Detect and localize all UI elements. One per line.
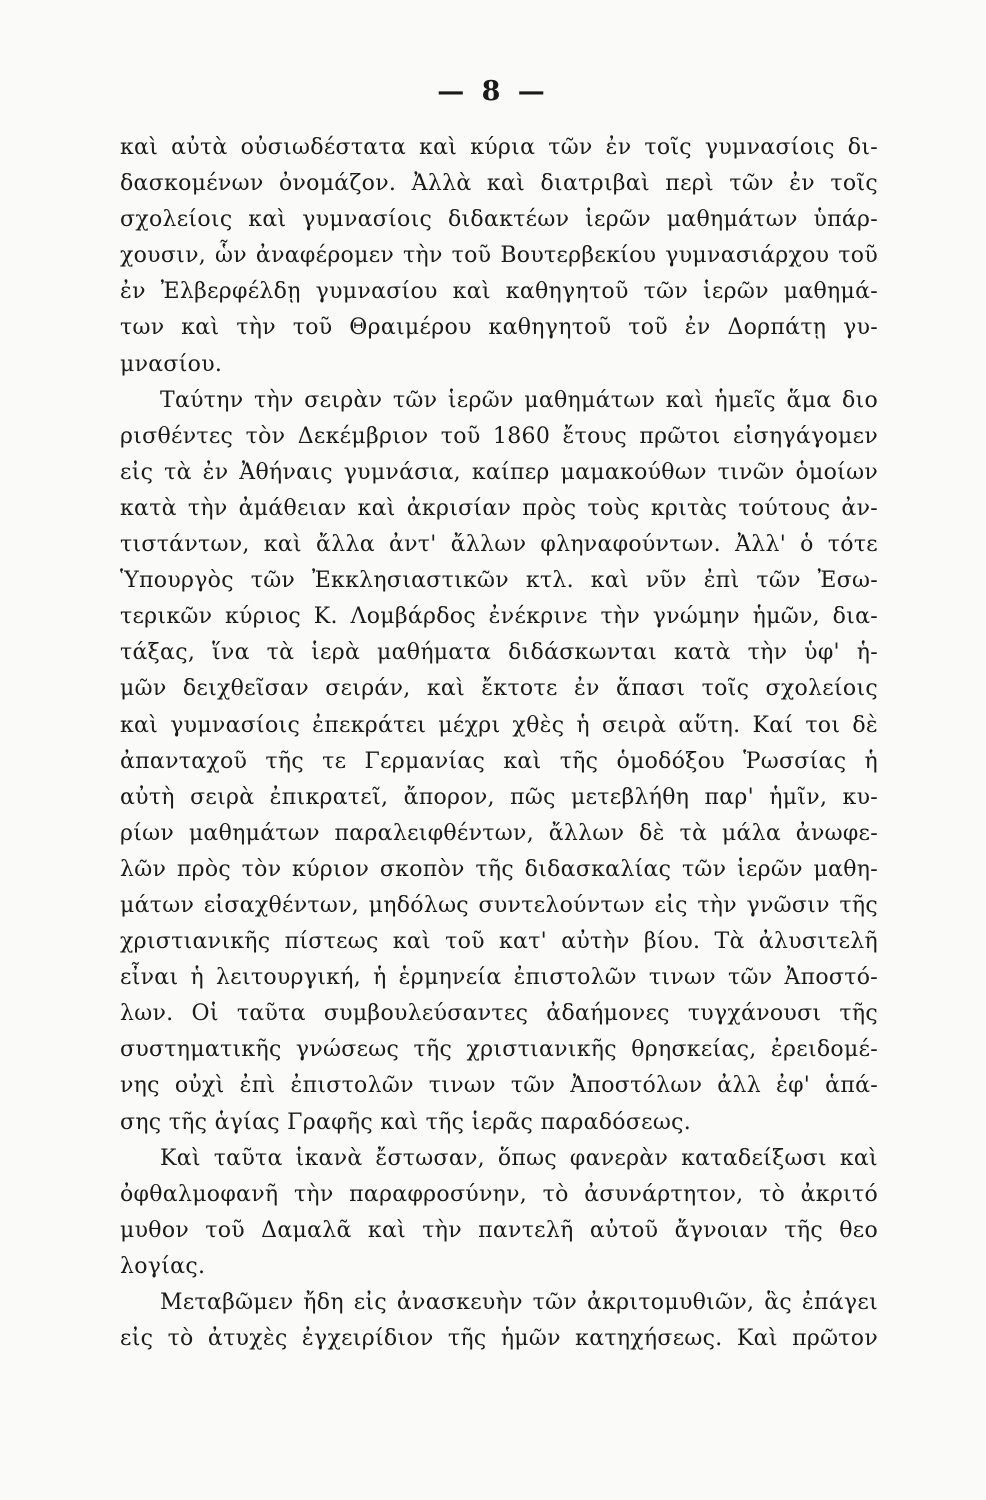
text-line: δασκομένων ὀνομάζον. Ἀλλὰ καὶ διατριβαὶ περὶ τῶν ἐν τοῖς [120, 171, 878, 197]
text-line: Καὶ ταῦτα ἱκανὰ ἔστωσαν, ὅπως φανερὰν καταδείξωσι καὶ [160, 1145, 878, 1171]
text-line: μνασίου. [120, 351, 223, 377]
text-line: καὶ γυμνασίοις ἐπεκράτει μέχρι χθὲς ἡ σειρὰ αὕτη. Καί τοι δὲ [120, 712, 878, 738]
text-line: χριστιανικῆς πίστεως καὶ τοῦ κατ' αὐτὴν βίου. Τὰ ἀλυσιτελῆ [120, 929, 878, 955]
text-line: Ταύτην τὴν σειρὰν τῶν ἱερῶν μαθημάτων καὶ ἡμεῖς ἅμα διο [160, 387, 878, 413]
text-line: Μεταβῶμεν ἤδη εἰς ἀνασκευὴν τῶν ἀκριτομυθιῶν, ἃς ἐπάγει [160, 1290, 878, 1315]
text-line: μυθον τοῦ Δαμαλᾶ καὶ τὴν παντελῆ αὐτοῦ ἄγνοιαν τῆς θεο [120, 1217, 878, 1243]
text-line: αὐτὴ σειρὰ ἐπικρατεῖ, ἄπορον, πῶς μετεβλήθη παρ' ἡμῖν, κυ- [120, 784, 878, 810]
text-line: κατὰ τὴν ἀμάθειαν καὶ ἀκρισίαν πρὸς τοὺς κριτὰς τούτους ἀν- [120, 495, 878, 521]
text-line: ρισθέντες τὸν Δεκέμβριον τοῦ 1860 ἔτους πρῶτοι εἰσηγάγομεν [120, 423, 878, 449]
text-line: εἰς τὸ ἀτυχὲς ἐγχειρίδιον τῆς ἡμῶν κατηχήσεως. Καὶ πρῶτον [120, 1326, 878, 1352]
text-line: συστηματικῆς γνώσεως τῆς χριστιανικῆς θρησκείας, ἐρειδομέ- [120, 1037, 878, 1063]
text-line: ἀπανταχοῦ τῆς τε Γερμανίας καὶ τῆς ὁμοδόξου Ῥωσσίας ἡ [120, 748, 878, 774]
text-line: ρίων μαθημάτων παραλειφθέντων, ἄλλων δὲ τὰ μάλα ἀνωφε- [120, 820, 878, 846]
text-line: χουσιν, ὧν ἀναφέρομεν τὴν τοῦ Βουτερβεκίου γυμνασιάρχου τοῦ [120, 243, 878, 269]
text-line: σχολείοις καὶ γυμνασίοις διδακτέων ἱερῶν μαθημάτων ὑπάρ- [120, 207, 878, 233]
text-line: των καὶ τὴν τοῦ Θραιμέρου καθηγητοῦ τοῦ ἐν Δορπάτῃ γυ- [120, 315, 878, 341]
text-line: Ὑπουργὸς τῶν Ἐκκλησιαστικῶν κτλ. καὶ νῦν ἐπὶ τῶν Ἐσω- [120, 568, 878, 594]
text-line: ὀφθαλμοφανῆ τὴν παραφροσύνην, τὸ ἀσυνάρτητον, τὸ ἀκριτό [120, 1181, 878, 1207]
text-line: ἐν Ἐλβερφέλδῃ γυμνασίου καὶ καθηγητοῦ τῶν ἱερῶν μαθημά- [120, 279, 878, 305]
text-line: λῶν πρὸς τὸν κύριον σκοπὸν τῆς διδασκαλίας τῶν ἱερῶν μαθη- [120, 856, 878, 882]
body-text [120, 130, 878, 1357]
text-line: νης οὐχὶ ἐπὶ ἐπιστολῶν τινων τῶν Ἀποστόλων ἀλλ ἐφ' ἁπά- [120, 1073, 878, 1099]
text-line: τάξας, ἵνα τὰ ἱερὰ μαθήματα διδάσκωνται κατὰ τὴν ὑφ' ἡ- [120, 640, 878, 666]
text-line: εἶναι ἡ λειτουργική, ἡ ἑρμηνεία ἐπιστολῶν τινων τῶν Ἀποστό- [120, 965, 878, 991]
text-line: μῶν δειχθεῖσαν σειράν, καὶ ἔκτοτε ἐν ἅπασι τοῖς σχολείοις [120, 676, 878, 702]
text-line: τερικῶν κύριος Κ. Λομβάρδος ἐνέκρινε τὴν γνώμην ἡμῶν, δια- [120, 604, 878, 630]
text-line: σης τῆς ἁγίας Γραφῆς καὶ τῆς ἱερᾶς παραδόσεως. [120, 1109, 692, 1135]
text-line: λων. Οἱ ταῦτα συμβουλεύσαντες ἀδαήμονες τυγχάνουσι τῆς [120, 1001, 878, 1027]
text-line: καὶ αὐτὰ οὐσιωδέστατα καὶ κύρια τῶν ἐν τοῖς γυμνασίοις δι- [120, 135, 878, 160]
text-line: μάτων εἰσαχθέντων, μηδόλως συντελούντων εἰς τὴν γνῶσιν τῆς [120, 892, 878, 918]
text-line: εἰς τὰ ἐν Ἀθήναις γυμνάσια, καίπερ μαμακούθων τινῶν ὁμοίων [120, 459, 878, 485]
page-number: — 8 — [437, 76, 549, 107]
text-line: τιστάντων, καὶ ἄλλα ἀντ' ἄλλων φληναφούντων. Ἀλλ' ὁ τότε [120, 532, 878, 558]
text-line: λογίας. [120, 1253, 206, 1279]
